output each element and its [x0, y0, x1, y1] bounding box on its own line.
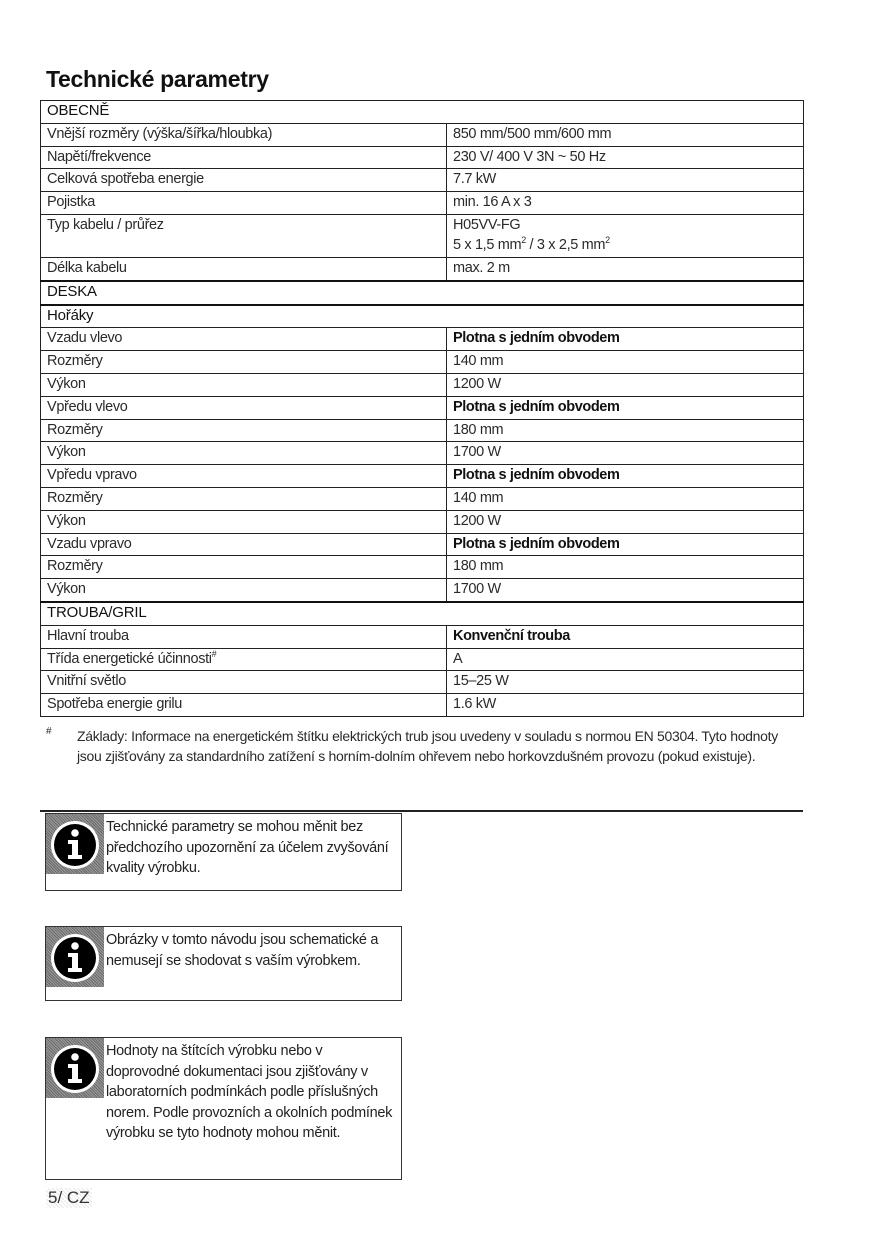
footnote	[46, 726, 786, 766]
row-label: Rozměry	[41, 556, 447, 579]
note-text: Technické parametry se mohou měnit bez předchozího upozornění za účelem zvyšování kvality výrobku.	[106, 819, 389, 876]
cable-cross-a: 5 x 1,5 mm	[453, 236, 522, 253]
section-hob-header	[41, 281, 804, 305]
info-note	[45, 813, 402, 891]
row-label: Výkon	[41, 373, 447, 396]
superscript: 2	[521, 235, 526, 246]
info-note	[45, 1037, 402, 1180]
table-row	[41, 579, 804, 602]
row-value: Plotna s jedním obvodem	[447, 328, 804, 351]
row-label: Vpředu vlevo	[41, 396, 447, 419]
row-value: 7.7 kW	[447, 169, 804, 192]
table-row	[41, 419, 804, 442]
note-text: Hodnoty na štítcích výrobku nebo v doprovodné dokumentaci jsou zjišťovány v laboratorních podmínkách podle příslušných norem. Podle provozních a okolních podmínek výrobku se tyto hodnoty mohou měnit.	[106, 1043, 393, 1141]
table-row	[41, 257, 804, 280]
row-value: 180 mm	[447, 419, 804, 442]
row-label: Hlavní trouba	[41, 625, 447, 648]
table-row	[41, 465, 804, 488]
footnote-mark: #	[211, 648, 217, 659]
page-number: 5/ CZ	[48, 1188, 90, 1207]
section-burners-header	[41, 305, 804, 328]
table-row	[41, 694, 804, 717]
table-row	[41, 648, 804, 671]
table-row	[41, 146, 804, 169]
cable-type: H05VV-FG	[453, 216, 521, 233]
section-oven-header	[41, 602, 804, 625]
row-label: Vnější rozměry (výška/šířka/hloubka)	[41, 123, 447, 146]
row-label: Rozměry	[41, 487, 447, 510]
table-row	[41, 442, 804, 465]
table-row	[41, 671, 804, 694]
row-label: Výkon	[41, 510, 447, 533]
info-icon	[46, 814, 104, 874]
row-value: 850 mm/500 mm/600 mm	[447, 123, 804, 146]
table-row	[41, 328, 804, 351]
section-heading: OBECNĚ	[41, 101, 804, 124]
row-label: Typ kabelu / průřez	[41, 214, 447, 257]
row-label-with-mark	[41, 648, 447, 671]
row-value: max. 2 m	[447, 257, 804, 280]
info-icon	[46, 1038, 104, 1098]
row-value: 1.6 kW	[447, 694, 804, 717]
table-row	[41, 351, 804, 374]
table-row	[41, 169, 804, 192]
section-heading: DESKA	[41, 281, 804, 305]
row-label: Vzadu vlevo	[41, 328, 447, 351]
table-row	[41, 214, 804, 257]
cable-cross-section	[453, 235, 797, 255]
row-value: 180 mm	[447, 556, 804, 579]
row-label: Pojistka	[41, 192, 447, 215]
footnote-text: Základy: Informace na energetickém štítku elektrických trub jsou uvedeny v souladu s normou EN 50304. Tyto hodnoty jsou zjišťovány za standardního zatížení s horním-dolním ohřevem nebo horkovzdušném provozu (pokud existuje).	[77, 728, 778, 764]
table-row	[41, 510, 804, 533]
row-label: Rozměry	[41, 419, 447, 442]
row-label: Vnitřní světlo	[41, 671, 447, 694]
row-label: Vpředu vpravo	[41, 465, 447, 488]
row-value: 1200 W	[447, 510, 804, 533]
row-value: min. 16 A x 3	[447, 192, 804, 215]
row-value: 1200 W	[447, 373, 804, 396]
row-label: Vzadu vpravo	[41, 533, 447, 556]
section-general-header	[41, 101, 804, 124]
info-icon	[46, 927, 104, 987]
spec-table	[40, 100, 804, 717]
table-row	[41, 396, 804, 419]
row-label: Napětí/frekvence	[41, 146, 447, 169]
row-value: 140 mm	[447, 487, 804, 510]
table-row	[41, 192, 804, 215]
section-heading: TROUBA/GRIL	[41, 602, 804, 625]
page-title: Technické parametry	[46, 66, 269, 92]
row-value: 140 mm	[447, 351, 804, 374]
row-label: Výkon	[41, 442, 447, 465]
row-value: A	[447, 648, 804, 671]
row-value: 1700 W	[447, 442, 804, 465]
cable-cross-b: / 3 x 2,5 mm	[525, 236, 606, 253]
row-label: Délka kabelu	[41, 257, 447, 280]
row-label: Celková spotřeba energie	[41, 169, 447, 192]
table-row	[41, 123, 804, 146]
table-row	[41, 533, 804, 556]
row-value: Plotna s jedním obvodem	[447, 465, 804, 488]
table-row	[41, 625, 804, 648]
row-value-cable	[447, 214, 804, 257]
row-label: Třída energetické účinnosti	[47, 650, 212, 667]
row-value: 230 V/ 400 V 3N ~ 50 Hz	[447, 146, 804, 169]
row-value: Plotna s jedním obvodem	[447, 533, 804, 556]
subsection-heading: Hořáky	[41, 305, 804, 328]
divider	[40, 810, 803, 812]
row-label: Výkon	[41, 579, 447, 602]
superscript: 2	[605, 235, 610, 246]
table-row	[41, 487, 804, 510]
row-value: Konvenční trouba	[447, 625, 804, 648]
table-row	[41, 373, 804, 396]
note-text: Obrázky v tomto návodu jsou schematické a nemusejí se shodovat s vaším výrobkem.	[106, 932, 379, 969]
row-label: Spotřeba energie grilu	[41, 694, 447, 717]
info-note	[45, 926, 402, 1001]
row-value: 1700 W	[447, 579, 804, 602]
footnote-mark: #	[46, 726, 52, 737]
row-value: Plotna s jedním obvodem	[447, 396, 804, 419]
table-row	[41, 556, 804, 579]
row-value: 15–25 W	[447, 671, 804, 694]
row-label: Rozměry	[41, 351, 447, 374]
